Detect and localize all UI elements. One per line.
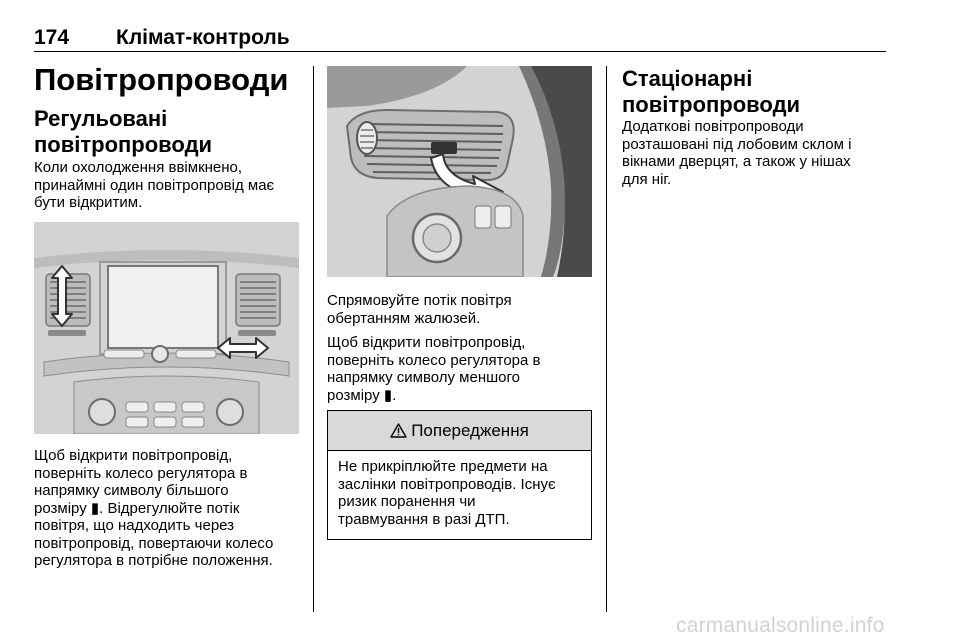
watermark: carmanualsonline.info: [676, 614, 885, 637]
louver-paragraph: [327, 292, 597, 327]
chapter-title: Клімат-контроль: [116, 26, 290, 49]
fixed-vents-title: [622, 66, 800, 118]
text-line: повітропровід, повертаючи колесо: [34, 534, 274, 552]
text-line: поверніть колесо регулятора в: [34, 464, 248, 482]
text-line: принаймні один повітропровід має: [34, 176, 275, 194]
warning-title: Попередження: [411, 420, 529, 440]
column-divider: [606, 66, 607, 612]
text-line: Коли охолодження ввімкнено,: [34, 159, 243, 176]
text-line: розташовані під лобовим склом і: [622, 135, 852, 153]
text-line: повітря, що надходить через: [34, 517, 235, 534]
vent-closeup-figure: [327, 66, 592, 277]
subsection-title-line: Стаціонарні: [622, 66, 753, 91]
text-line: розміру ▮.: [327, 386, 397, 404]
text-line: травмування в разі ДТП.: [338, 510, 510, 528]
text-line: напрямку символу більшого: [34, 482, 229, 499]
warning-text: [328, 451, 591, 535]
section-title: Повітропроводи: [34, 62, 289, 97]
fixed-vents-paragraph: [622, 118, 892, 188]
text-line: Спрямовуйте потік повітря: [327, 292, 512, 309]
text-line: розміру ▮. Відрегулюйте потік: [34, 499, 240, 517]
page-number: 174: [34, 26, 70, 49]
text-line: заслінки повітропроводів. Існує: [338, 475, 556, 493]
text-line: напрямку символу меншого: [327, 369, 520, 386]
text-line: ризик поранення чи: [338, 493, 476, 510]
subsection-title-line: повітропроводи: [622, 92, 801, 117]
warning-triangle-icon: [390, 423, 407, 438]
text-line: для ніг.: [622, 170, 672, 188]
text-line: Не прикріплюйте предмети на: [338, 458, 548, 475]
dashboard-vents-figure: [34, 222, 299, 434]
warning-header: [328, 411, 591, 451]
text-line: Додаткові повітропроводи: [622, 118, 804, 135]
text-line: регулятора в потрібне положення.: [34, 552, 273, 569]
page-header: [34, 26, 886, 52]
instructions-paragraph: [34, 447, 309, 570]
subsection-title-line: повітропроводи: [34, 132, 213, 157]
column-divider: [313, 66, 314, 612]
text-line: Щоб відкрити повітропровід,: [327, 334, 526, 351]
intro-paragraph: [34, 159, 304, 212]
text-line: бути відкритим.: [34, 194, 143, 211]
text-line: вікнами дверцят, а також у нішах: [622, 153, 851, 170]
subsection-title-line: Регульовані: [34, 106, 168, 131]
warning-box: [327, 410, 592, 540]
text-line: обертанням жалюзей.: [327, 309, 481, 327]
subsection-title: [34, 106, 212, 158]
text-line: Щоб відкрити повітропровід,: [34, 447, 233, 464]
close-vent-paragraph: [327, 334, 597, 404]
text-line: поверніть колесо регулятора в: [327, 351, 541, 369]
